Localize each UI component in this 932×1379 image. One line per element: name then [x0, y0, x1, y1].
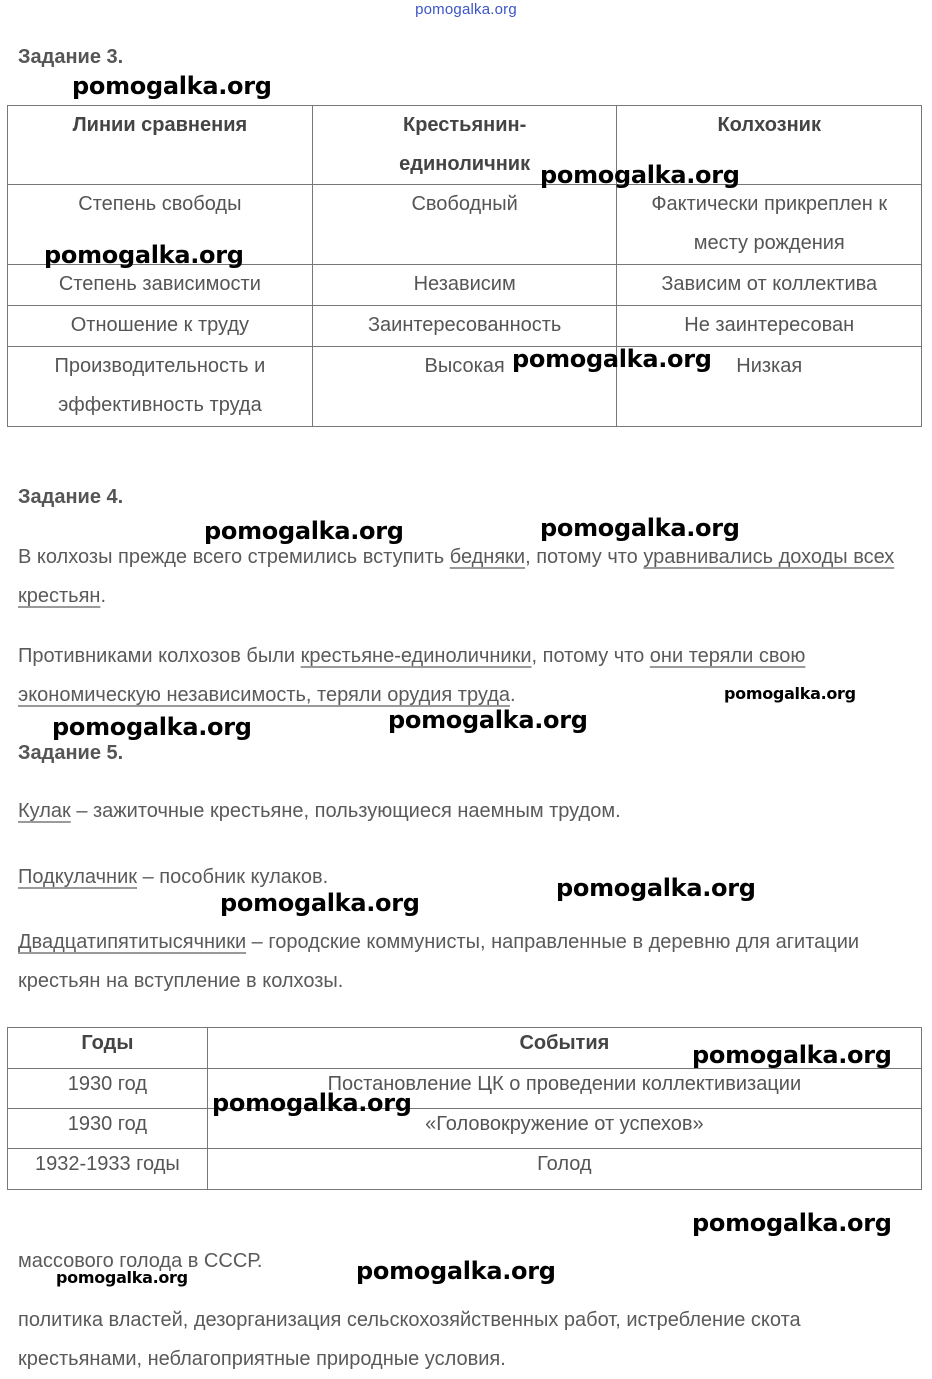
table-cell: Голод: [207, 1149, 921, 1190]
watermark-text: pomogalka.org: [556, 874, 756, 902]
task4-heading: Задание 4.: [18, 486, 124, 508]
table-cell: Степень зависимости: [8, 265, 313, 306]
table-row: [8, 1149, 922, 1190]
table-cell: 1930 год: [8, 1109, 208, 1149]
text-span: , потому что: [525, 546, 644, 568]
watermark-text: pomogalka.org: [220, 889, 420, 917]
table-cell: «Головокружение от успехов»: [207, 1109, 921, 1149]
text-span: .: [100, 585, 107, 607]
task5-heading: Задание 5.: [18, 742, 124, 764]
task4-paragraph-1: [18, 538, 908, 616]
header-cell-years: Годы: [8, 1028, 208, 1069]
table-cell: Постановление ЦК о проведении коллективизации: [207, 1069, 921, 1109]
table-row: [8, 265, 922, 306]
definition-25-thousanders: [18, 923, 908, 1001]
definition-kulak: [18, 792, 908, 831]
table-header-row: [8, 106, 922, 185]
task4-paragraph-2: [18, 637, 908, 715]
site-header-link[interactable]: pomogalka.org: [415, 1, 517, 18]
text-span: , потому что: [531, 645, 650, 667]
watermark-text: pomogalka.org: [204, 517, 404, 545]
header-cell-peasant: Крестьянин- единоличник: [312, 106, 617, 185]
watermark-text: pomogalka.org: [44, 241, 244, 269]
definition-text: – городские коммунисты, направленные в деревню для агитации крестьян на вступление в колхозы.: [18, 931, 860, 992]
definition-term: Двадцатипятитысячники: [18, 931, 247, 953]
watermark-text: pomogalka.org: [356, 1257, 556, 1285]
definition-text: – пособник кулаков.: [137, 866, 329, 888]
underlined-answer: бедняки: [449, 546, 526, 568]
definition-term: Подкулачник: [18, 866, 138, 888]
table-row: [8, 306, 922, 347]
watermark-text: pomogalka.org: [540, 161, 740, 189]
underlined-answer: они теряли свою экономическую независимость, теряли орудия труда: [18, 645, 806, 706]
watermark-text: pomogalka.org: [692, 1041, 892, 1069]
tail-text-2: политика властей, дезорганизация сельскохозяйственных работ, истребление скота крестьянами, неблагоприятные природные условия.: [18, 1309, 801, 1370]
table-cell: Отношение к труду: [8, 306, 313, 347]
tail-text-1: массового голода в СССР.: [18, 1250, 263, 1272]
table-cell: Свободный: [312, 185, 617, 265]
text-span: Противниками колхозов были: [18, 645, 301, 667]
watermark-text: pomogalka.org: [212, 1089, 412, 1117]
table-cell: Производительность и эффективность труда: [8, 347, 313, 427]
watermark-text: pomogalka.org: [724, 684, 856, 703]
table-cell: Низкая: [617, 347, 922, 427]
underlined-answer: крестьяне-единоличники: [300, 645, 532, 667]
table-cell: Не заинтересован: [617, 306, 922, 347]
table-cell: Степень свободы: [8, 185, 313, 265]
table-cell: Заинтересованность: [312, 306, 617, 347]
underlined-answer: уравнивались доходы всех крестьян: [18, 546, 895, 607]
table-cell: Высокая: [312, 347, 617, 427]
table-row: [8, 347, 922, 427]
definition-text: – зажиточные крестьяне, пользующиеся наемным трудом.: [70, 800, 621, 822]
watermark-text: pomogalka.org: [388, 706, 588, 734]
text-span: .: [509, 684, 516, 706]
header-cell-events: События: [207, 1028, 921, 1069]
header-cell-criteria: Линии сравнения: [8, 106, 313, 185]
table-cell: 1932-1933 годы: [8, 1149, 208, 1190]
table-cell: Фактически прикреплен к месту рождения: [617, 185, 922, 265]
table-cell: Независим: [312, 265, 617, 306]
definition-podkulachnik: [18, 858, 908, 897]
watermark-text: pomogalka.org: [692, 1209, 892, 1237]
table-cell: 1930 год: [8, 1069, 208, 1109]
table-row: [8, 1069, 922, 1109]
definition-term: Кулак: [18, 800, 71, 822]
header-cell-kolkhoznik: Колхозник: [617, 106, 922, 185]
watermark-text: pomogalka.org: [72, 72, 272, 100]
table-row: [8, 1109, 922, 1149]
table-cell: Зависим от коллектива: [617, 265, 922, 306]
task3-heading: Задание 3.: [18, 46, 124, 68]
watermark-text: pomogalka.org: [56, 1268, 188, 1287]
watermark-text: pomogalka.org: [540, 514, 740, 542]
watermark-text: pomogalka.org: [512, 345, 712, 373]
watermark-text: pomogalka.org: [52, 713, 252, 741]
text-span: В колхозы прежде всего стремились вступить: [18, 546, 450, 568]
